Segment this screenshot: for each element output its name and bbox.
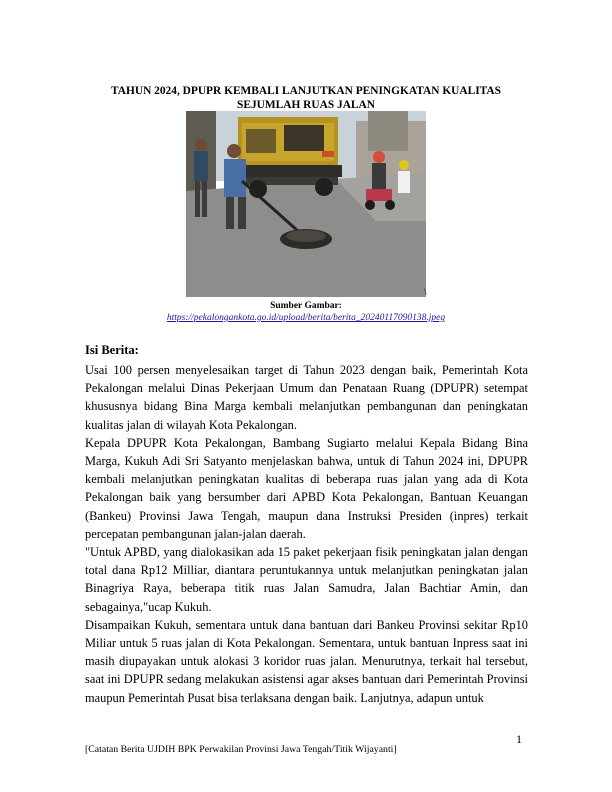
paragraph: Kepala DPUPR Kota Pekalongan, Bambang Sugiarto melalui Kepala Bidang Bina Marga, Kukuh Adi Sri Satyanto menjelaskan bahwa, untuk di Tahun 2024 ini, DPUPR kembali melanjutkan peningkatan kualitas di beberapa ruas jalan yang ada di Kota Pekalongan baik yang bersumber dari APBD Kota Pekalongan, Bantuan Keuangan (Bankeu) Provinsi Jawa Tengah, maupun dana Instruksi Presiden (inpres) terkait percepatan pembangunan jalan-jalan daerah.: [85, 435, 528, 541]
caption-label: Sumber Gambar:: [270, 301, 342, 311]
section-heading: Isi Berita:: [85, 343, 139, 357]
page-number: 1: [516, 732, 522, 746]
title-line-2: SEJUMLAH RUAS JALAN: [237, 99, 375, 111]
caption-source-link[interactable]: https://pekalongankota.go.id/upload/berita/berita_20240117090138.jpeg: [166, 313, 446, 323]
paragraph: Disampaikan Kukuh, sementara untuk dana bantuan dari Bankeu Provinsi sekitar Rp10 Miliar untuk 5 ruas jalan di Kota Pekalongan. Sementara, untuk bantuan Inpress saat ini masih diupayakan untuk alokasi 3 koridor ruas jalan. Menurutnya, terkait hal tersebut, saat ini DPUPR sedang melakukan asistensi agar akses bantuan dari Pemerintah Provinsi maupun Pemerintah Pusat bisa terlaksana dengan baik. Lanjutnya, adapun untuk: [85, 617, 528, 705]
article-photo: [186, 111, 426, 297]
paragraph: Usai 100 persen menyelesaikan target di Tahun 2023 dengan baik, Pemerintah Kota Pekalongan melalui Dinas Pekerjaan Umum dan Penataan Ruang (DPUPR) setempat khususnya bidang Bina Marga kembali melanjutkan pembangunan dan peningkatan kualitas jalan di wilayah Kota Pekalongan.: [85, 363, 528, 432]
paragraph: "Untuk APBD, yang dialokasikan ada 15 paket pekerjaan fisik peningkatan jalan dengan total dana Rp12 Milliar, diantara peruntukannya untuk melanjutkan peningkatan jalan Binagriya Raya, beberapa titik ruas Jalan Samudra, Jalan Bachtiar Amin, dan sebagainya,"ucap Kukuh.: [85, 545, 528, 614]
footer-note: [Catatan Berita UJDIH BPK Perwakilan Provinsi Jawa Tengah/Titik Wijayanti]: [85, 744, 397, 755]
article-body: [85, 361, 528, 707]
article-title: [86, 84, 526, 112]
title-line-1: TAHUN 2024, DPUPR KEMBALI LANJUTKAN PENINGKATAN KUALITAS: [111, 85, 501, 97]
photo-corner-mark: \: [424, 287, 427, 297]
